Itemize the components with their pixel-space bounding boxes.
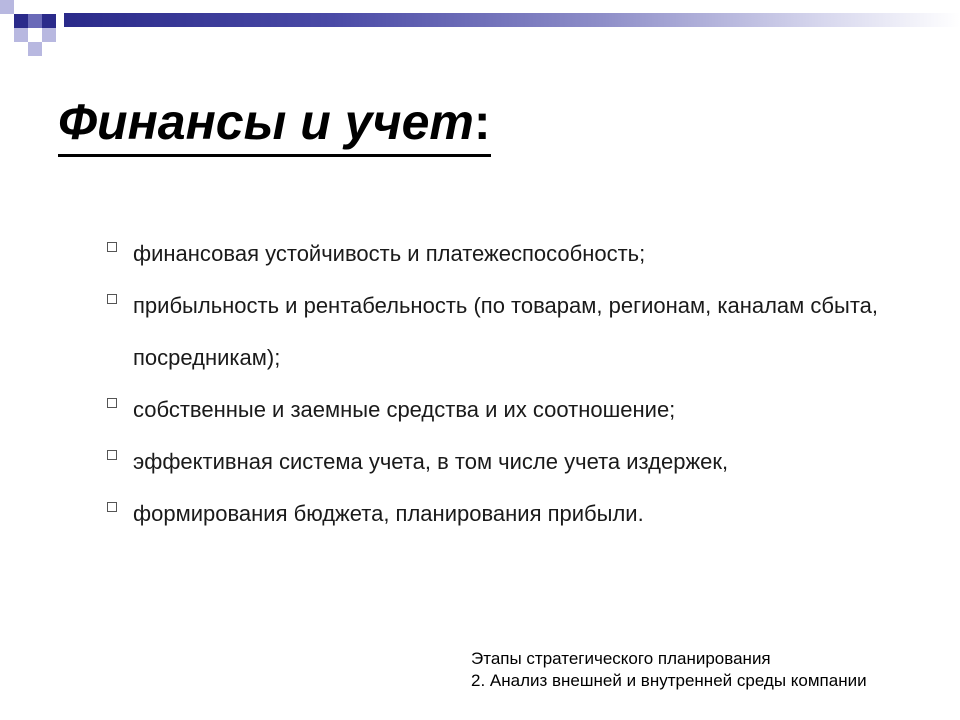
list-item-text: собственные и заемные средства и их соотношение;	[133, 397, 676, 422]
square-bullet-icon	[107, 502, 117, 512]
list-item	[107, 436, 907, 488]
slide-title-text: Финансы и учет	[58, 94, 474, 150]
square-bullet-icon	[107, 450, 117, 460]
slide-footer	[471, 648, 867, 692]
bullet-list	[107, 228, 907, 540]
list-item	[107, 228, 907, 280]
list-item-text: финансовая устойчивость и платежеспособность;	[133, 241, 646, 266]
square-bullet-icon	[107, 242, 117, 252]
footer-topic: Этапы стратегического планирования	[471, 649, 771, 668]
slide-title-colon: :	[473, 94, 491, 150]
header-gradient-bar	[64, 13, 960, 27]
list-item-text: эффективная система учета, в том числе учета издержек,	[133, 449, 729, 474]
corner-squares-decoration	[0, 0, 80, 60]
slide-title	[58, 92, 491, 157]
list-item	[107, 488, 907, 540]
list-item-text: формирования бюджета, планирования прибыли.	[133, 501, 644, 526]
list-item	[107, 280, 907, 384]
list-item	[107, 384, 907, 436]
footer-subtopic: 2. Анализ внешней и внутренней среды компании	[471, 671, 867, 690]
square-bullet-icon	[107, 294, 117, 304]
square-bullet-icon	[107, 398, 117, 408]
list-item-text: прибыльность и рентабельность (по товарам, регионам, каналам сбыта, посредникам);	[133, 293, 878, 370]
